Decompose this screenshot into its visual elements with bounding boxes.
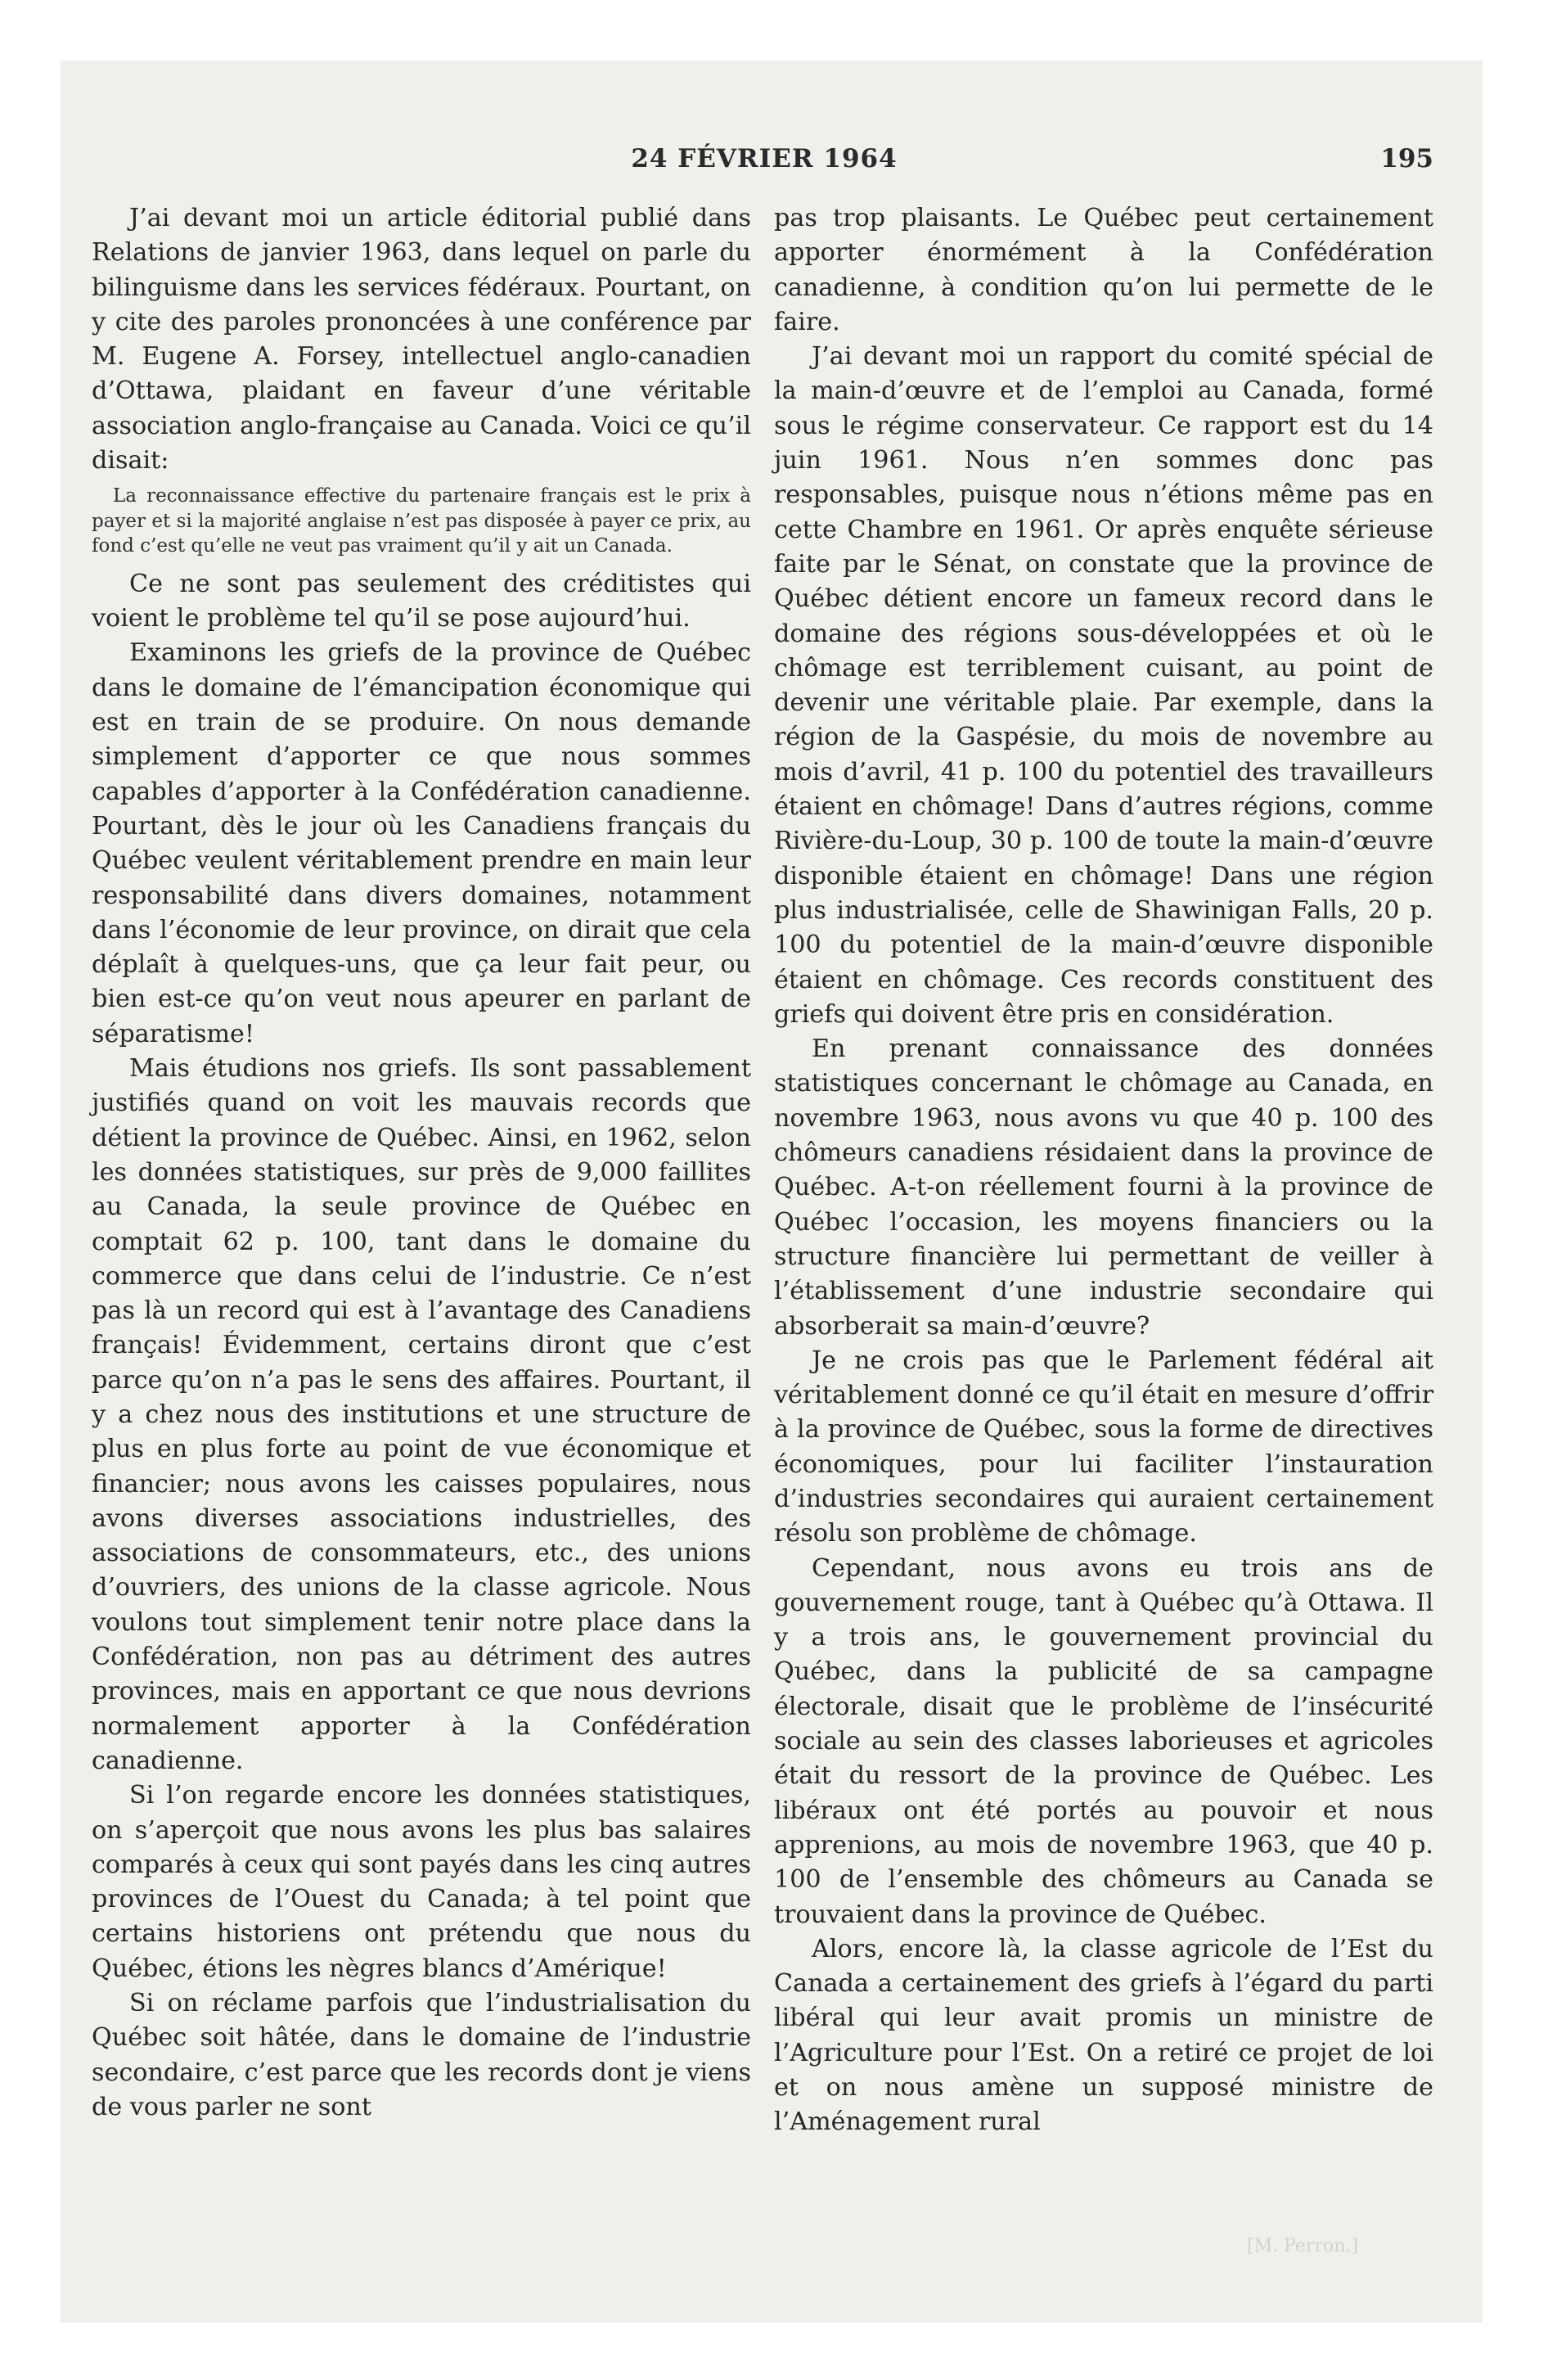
paragraph: Cependant, nous avons eu trois ans de gouvernement rouge, tant à Québec qu’à Ottawa. Il y a trois ans, le gouvernement provincial du Québec, dans la publicité de sa campagne électorale, disait que le problème de l’insécurité sociale au sein des classes laborieuses et agricoles était du ressort de la province de Québec. Les libéraux ont été portés au pouvoir et nous apprenions, au mois de novembre 1963, que 40 p. 100 de l’ensemble des chômeurs au Canada se trouvaient dans la province de Québec. [774, 1553, 1433, 1929]
paragraph: Si l’on regarde encore les données statistiques, on s’aperçoit que nous avons les plus bas salaires comparés à ceux qui sont payés dans les cinq autres provinces de l’Ouest du Canada; à tel point que certains historiens ont prétendu que nous du Québec, étions les nègres blancs d’Amérique! [92, 1781, 751, 1983]
speaker-attribution: [M. Perron.] [1247, 2236, 1358, 2256]
page-number: 195 [1380, 144, 1433, 174]
paragraph: En prenant connaissance des données statistiques concernant le chômage au Canada, en novembre 1963, nous avons vu que 40 p. 100 des chômeurs canadiens résidaient dans la province de Québec. A-t-on réellement fourni à la province de Québec l’occasion, les moyens financiers ou la structure financière lui permettant de veiller à l’établissement d’une industrie secondaire qui absorberait sa main-d’œuvre? [774, 1034, 1433, 1341]
header-date: 24 FÉVRIER 1964 [631, 144, 898, 174]
paragraph: Je ne crois pas que le Parlement fédéral ait véritablement donné ce qu’il était en mesure d’offrir à la province de Québec, sous la forme de directives économiques, pour lui faciliter l’instauration d’industries secondaires qui auraient certainement résolu son problème de chômage. [774, 1346, 1433, 1548]
paragraph: Si on réclame parfois que l’industrialisation du Québec soit hâtée, dans le domaine de l’industrie secondaire, c’est parce que les records dont je viens de vous parler ne sont [92, 1989, 751, 2121]
paragraph: Mais étudions nos griefs. Ils sont passablement justifiés quand on voit les mauvais records que détient la province de Québec. Ainsi, en 1962, selon les données statistiques, sur près de 9,000 faillites au Canada, la seule province de Québec en comptait 62 p. 100, tant dans le domaine du commerce que dans celui de l’industrie. Ce n’est pas là un record qui est à l’avantage des Canadiens français! Évidemment, certains diront que c’est parce qu’on n’a pas le sens des affaires. Pourtant, il y a chez nous des institutions et une structure de plus en plus forte au point de vue économique et financier; nous avons les caisses populaires, nous avons diverses associations industrielles, des associations de consommateurs, etc., des unions d’ouvriers, des unions de la classe agricole. Nous voulons tout simplement tenir notre place dans la Confédération, non pas au détriment des autres provinces, mais en apportant ce que nous devrions normalement apporter à la Confédération canadienne. [92, 1054, 751, 1775]
page-header [95, 144, 1433, 187]
paragraph: J’ai devant moi un rapport du comité spécial de la main-d’œuvre et de l’emploi au Canada, formé sous le régime conservateur. Ce rapport est du 14 juin 1961. Nous n’en sommes donc pas responsables, puisque nous n’étions même pas en cette Chambre en 1961. Or après enquête sérieuse faite par le Sénat, on constate que la province de Québec détient encore un fameux record dans le domaine des régions sous-développées et où le chômage est terriblement cuisant, au point de devenir une véritable plaie. Par exemple, dans la région de la Gaspésie, du mois de novembre au mois d’avril, 41 p. 100 du potentiel des travailleurs étaient en chômage! Dans d’autres régions, comme Rivière-du-Loup, 30 p. 100 de toute la main-d’œuvre disponible étaient en chômage! Dans une région plus industrialisée, celle de Shawinigan Falls, 20 p. 100 du potentiel de la main-d’œuvre disponible étaient en chômage. Ces records constituent des griefs qui doivent être pris en considération. [774, 342, 1433, 1029]
paragraph: Examinons les griefs de la province de Québec dans le domaine de l’émancipation économique qui est en train de se produire. On nous demande simplement d’apporter ce que nous sommes capables d’apporter à la Confédération canadienne. Pourtant, dès le jour où les Canadiens français du Québec veulent véritablement prendre en main leur responsabilité dans divers domaines, notamment dans l’économie de leur province, on dirait que cela déplaît à quelques-uns, que ça leur fait peur, ou bien est-ce qu’on veut nous apeurer en parlant de séparatisme! [92, 638, 751, 1048]
paragraph: J’ai devant moi un article éditorial publié dans Relations de janvier 1963, dans lequel on parle du bilinguisme dans les services fédéraux. Pourtant, on y cite des paroles prononcées à une conférence par M. Eugene A. Forsey, intellectuel anglo-canadien d’Ottawa, plaidant en faveur d’une véritable association anglo-française au Canada. Voici ce qu’il disait: [92, 204, 751, 476]
block-quote: La reconnaissance effective du partenaire français est le prix à payer et si la majorité anglaise n’est pas disposée à payer ce prix, au fond c’est qu’elle ne veut pas vraiment qu’il y ait un Canada. [92, 485, 751, 557]
paragraph-continued: pas trop plaisants. Le Québec peut certainement apporter énormément à la Confédération canadienne, à condition qu’on lui permette de le faire. [774, 204, 1433, 336]
right-column [774, 201, 1433, 2140]
paragraph: Alors, encore là, la classe agricole de l’Est du Canada a certainement des griefs à l’égard du parti libéral qui leur avait promis un ministre de l’Agriculture pour l’Est. On a retiré ce projet de loi et on nous amène un supposé ministre de l’Aménagement rural [774, 1934, 1433, 2137]
paragraph: Ce ne sont pas seulement des créditistes qui voient le problème tel qu’il se pose aujourd’hui. [92, 569, 751, 633]
left-column [92, 201, 751, 2125]
